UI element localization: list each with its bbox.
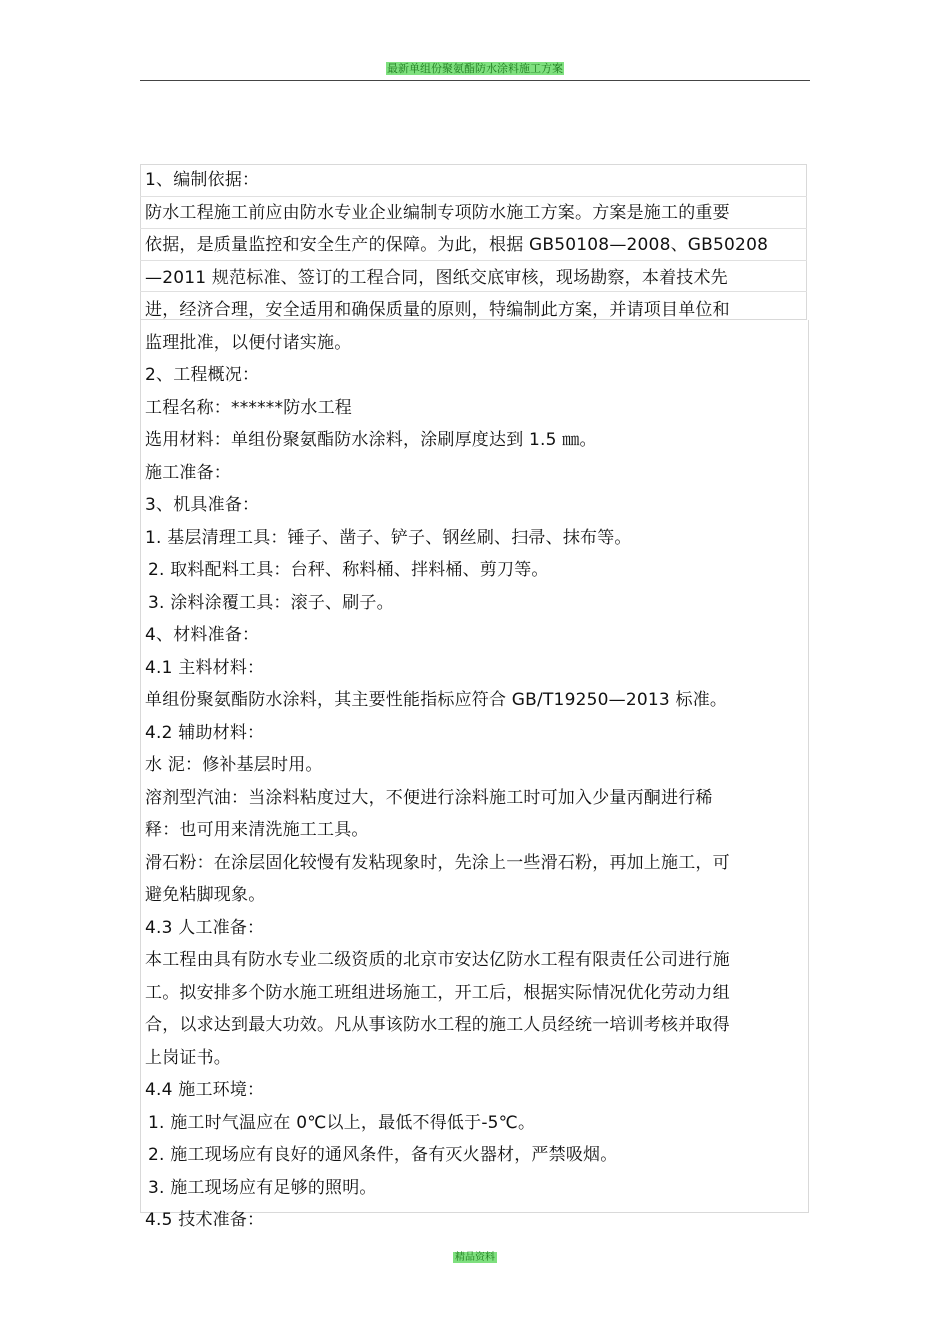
- paragraph-line: 合，以求达到最大功效。凡从事该防水工程的施工人员经统一培训考核并取得: [145, 1015, 730, 1035]
- paragraph-line: 监理批准，以便付诸实施。: [145, 332, 352, 353]
- section-heading: 1、编制依据：: [145, 170, 260, 190]
- paragraph-line: 滑石粉：在涂层固化较慢有发粘现象时，先涂上一些滑石粉，再加上施工，可: [145, 852, 730, 873]
- paragraph-line: —2011 规范标准、签订的工程合同，图纸交底审核，现场勘察，本着技术先: [145, 267, 728, 288]
- subsection-heading: 4.3 人工准备：: [145, 917, 265, 938]
- running-footer-text: 精品资料: [455, 1252, 495, 1263]
- paragraph-line: 本工程由具有防水专业二级资质的北京市安达亿防水工程有限责任公司进行施: [145, 950, 730, 970]
- paragraph-line: 施工准备：: [145, 462, 231, 483]
- header-divider: [140, 80, 810, 81]
- subsection-heading: 4.5 技术准备：: [145, 1210, 265, 1230]
- paragraph-line: 防水工程施工前应由防水专业企业编制专项防水施工方案。方案是施工的重要: [145, 202, 730, 223]
- list-item: 3. 涂料涂覆工具：滚子、刷子。: [148, 592, 394, 613]
- list-item: 2. 施工现场应有良好的通风条件，备有灭火器材，严禁吸烟。: [148, 1145, 618, 1165]
- subsection-heading: 4.4 施工环境：: [145, 1080, 265, 1100]
- paragraph-line: 避免粘脚现象。: [145, 885, 266, 905]
- paragraph-line: 释：也可用来清洗施工工具。: [145, 820, 369, 840]
- running-footer: [0, 1252, 950, 1264]
- paragraph-line: 上岗证书。: [145, 1047, 231, 1068]
- list-item: 1. 基层清理工具：锤子、凿子、铲子、钢丝刷、扫帚、抹布等。: [145, 527, 632, 548]
- running-header-title: 最新单组份聚氨酯防水涂料施工方案: [387, 62, 563, 75]
- list-item: 2. 取料配料工具：台秤、称料桶、拌料桶、剪刀等。: [148, 560, 549, 580]
- section-heading: 3、机具准备：: [145, 495, 260, 515]
- subsection-heading: 4.2 辅助材料：: [145, 722, 265, 743]
- paragraph-line: 单组份聚氨酯防水涂料，其主要性能指标应符合 GB/T19250—2013 标准。: [145, 690, 728, 710]
- running-header: [0, 63, 950, 75]
- list-item: 3. 施工现场应有足够的照明。: [148, 1177, 377, 1198]
- paragraph-line: 选用材料：单组份聚氨酯防水涂料，涂刷厚度达到 1.5 ㎜。: [145, 430, 597, 450]
- paragraph-line: 依据，是质量监控和安全生产的保障。为此，根据 GB50108—2008、GB50208: [145, 235, 769, 255]
- subsection-heading: 4.1 主料材料：: [145, 657, 265, 678]
- paragraph-line: 工程名称：******防水工程: [145, 397, 352, 418]
- paragraph-line: 溶剂型汽油：当涂料粘度过大，不便进行涂料施工时可加入少量丙酮进行稀: [145, 787, 713, 808]
- document-body: [145, 164, 805, 1237]
- paragraph-line: 进，经济合理，安全适用和确保质量的原则，特编制此方案，并请项目单位和: [145, 300, 730, 320]
- section-heading: 2、工程概况：: [145, 365, 260, 385]
- paragraph-line: 工。拟安排多个防水施工班组进场施工，开工后，根据实际情况优化劳动力组: [145, 982, 730, 1003]
- list-item: 1. 施工时气温应在 0℃以上，最低不得低于-5℃。: [148, 1112, 536, 1133]
- section-heading: 4、材料准备：: [145, 625, 260, 645]
- paragraph-line: 水 泥：修补基层时用。: [145, 755, 323, 775]
